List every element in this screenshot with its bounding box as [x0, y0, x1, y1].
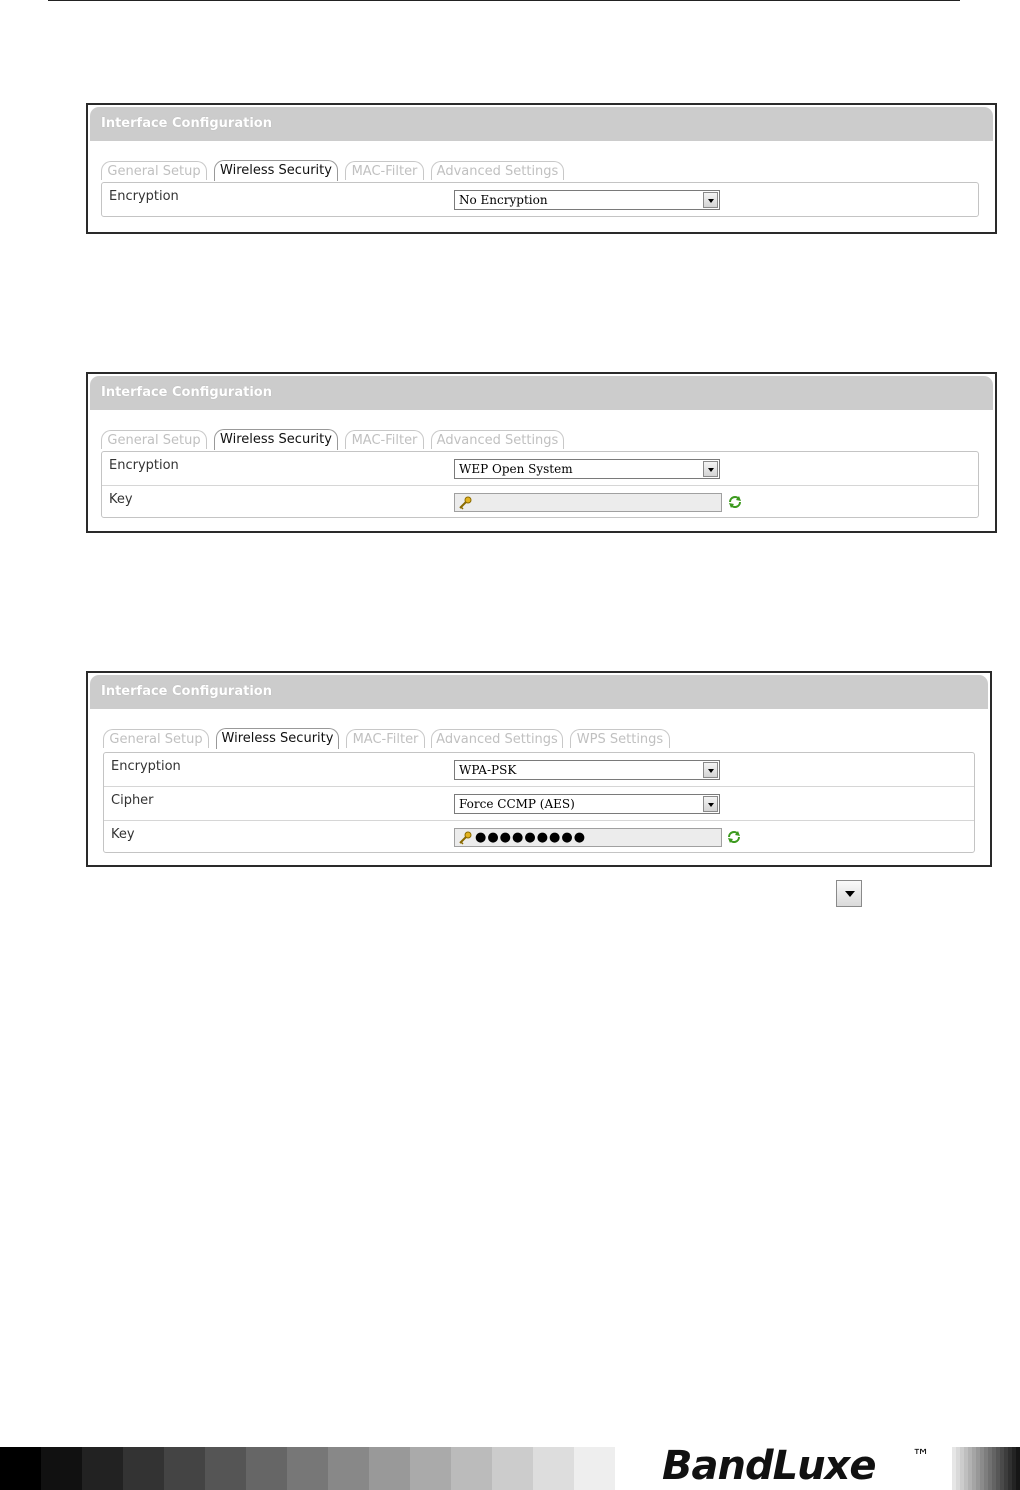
footer-gradient-step: [533, 1447, 574, 1490]
settings-table: [101, 182, 979, 217]
footer-gradient-step: [246, 1447, 287, 1490]
key-input[interactable]: [454, 828, 722, 847]
footer-gradient-step: [0, 1447, 41, 1490]
panel-title: Interface Configuration: [90, 376, 993, 410]
encryption-label: Encryption: [109, 189, 179, 204]
encryption-select-value: WPA-PSK: [459, 763, 517, 777]
panel-title: Interface Configuration: [90, 675, 988, 709]
trademark-symbol: ™: [912, 1446, 930, 1467]
key-label: Key: [111, 827, 135, 842]
tab-wireless-security[interactable]: Wireless Security: [216, 728, 339, 749]
tab-mac-filter[interactable]: MAC-Filter: [345, 161, 424, 180]
tab-wireless-security[interactable]: Wireless Security: [214, 160, 338, 181]
cipher-select[interactable]: [454, 794, 720, 814]
encryption-row: [102, 452, 978, 486]
footer-gradient-step: [123, 1447, 164, 1490]
key-input-value: ●●●●●●●●●: [475, 830, 587, 845]
tab-general-setup[interactable]: General Setup: [101, 161, 207, 180]
cipher-label: Cipher: [111, 793, 154, 808]
config-panel-wpa-psk: [86, 671, 992, 867]
encryption-select-value: WEP Open System: [459, 462, 573, 476]
footer-gradient-step: [369, 1447, 410, 1490]
settings-table: [103, 752, 975, 853]
footer-gradient-step: [1016, 1447, 1020, 1490]
refresh-icon[interactable]: [726, 829, 742, 845]
key-label: Key: [109, 492, 133, 507]
refresh-icon[interactable]: [727, 494, 743, 510]
config-panel-wep: [86, 372, 997, 533]
tab-advanced-settings[interactable]: Advanced Settings: [431, 161, 564, 180]
footer-gradient-step: [574, 1447, 615, 1490]
encryption-label: Encryption: [109, 458, 179, 473]
page-top-rule: [48, 0, 960, 1]
footer-gradient-step: [287, 1447, 328, 1490]
tab-wireless-security[interactable]: Wireless Security: [214, 429, 338, 450]
encryption-select[interactable]: [454, 760, 720, 780]
key-icon: [458, 831, 472, 845]
footer-gradient-step: [451, 1447, 492, 1490]
cipher-row: [104, 787, 974, 821]
encryption-row: [104, 753, 974, 787]
tab-mac-filter[interactable]: MAC-Filter: [346, 729, 425, 748]
footer-gradient-step: [205, 1447, 246, 1490]
footer-gradient-step: [164, 1447, 205, 1490]
footer-gradient-step: [410, 1447, 451, 1490]
footer-gradient-step: [328, 1447, 369, 1490]
chevron-down-icon[interactable]: [703, 461, 718, 477]
tab-general-setup[interactable]: General Setup: [101, 430, 207, 449]
config-panel-no-encryption: [86, 103, 997, 234]
footer-gradient-step: [492, 1447, 533, 1490]
key-row: [104, 821, 974, 855]
tab-general-setup[interactable]: General Setup: [103, 729, 209, 748]
key-icon: [458, 496, 472, 510]
tab-advanced-settings[interactable]: Advanced Settings: [431, 430, 564, 449]
encryption-select[interactable]: [454, 190, 720, 210]
chevron-down-icon: [836, 880, 862, 907]
brand-logo: BandLuxe: [662, 1443, 876, 1489]
encryption-select[interactable]: [454, 459, 720, 479]
key-row: [102, 486, 978, 520]
chevron-down-icon[interactable]: [703, 796, 718, 812]
key-input[interactable]: [454, 493, 722, 512]
footer-gradient-step: [82, 1447, 123, 1490]
encryption-row: [102, 183, 978, 217]
footer-gradient-step: [41, 1447, 82, 1490]
panel-title: Interface Configuration: [90, 107, 993, 141]
encryption-select-value: No Encryption: [459, 193, 548, 207]
tab-mac-filter[interactable]: MAC-Filter: [345, 430, 424, 449]
tab-wps-settings[interactable]: WPS Settings: [570, 729, 670, 748]
settings-table: [101, 451, 979, 518]
chevron-down-icon[interactable]: [703, 762, 718, 778]
encryption-label: Encryption: [111, 759, 181, 774]
chevron-down-icon[interactable]: [703, 192, 718, 208]
tab-advanced-settings[interactable]: Advanced Settings: [431, 729, 563, 748]
cipher-select-value: Force CCMP (AES): [459, 797, 575, 811]
